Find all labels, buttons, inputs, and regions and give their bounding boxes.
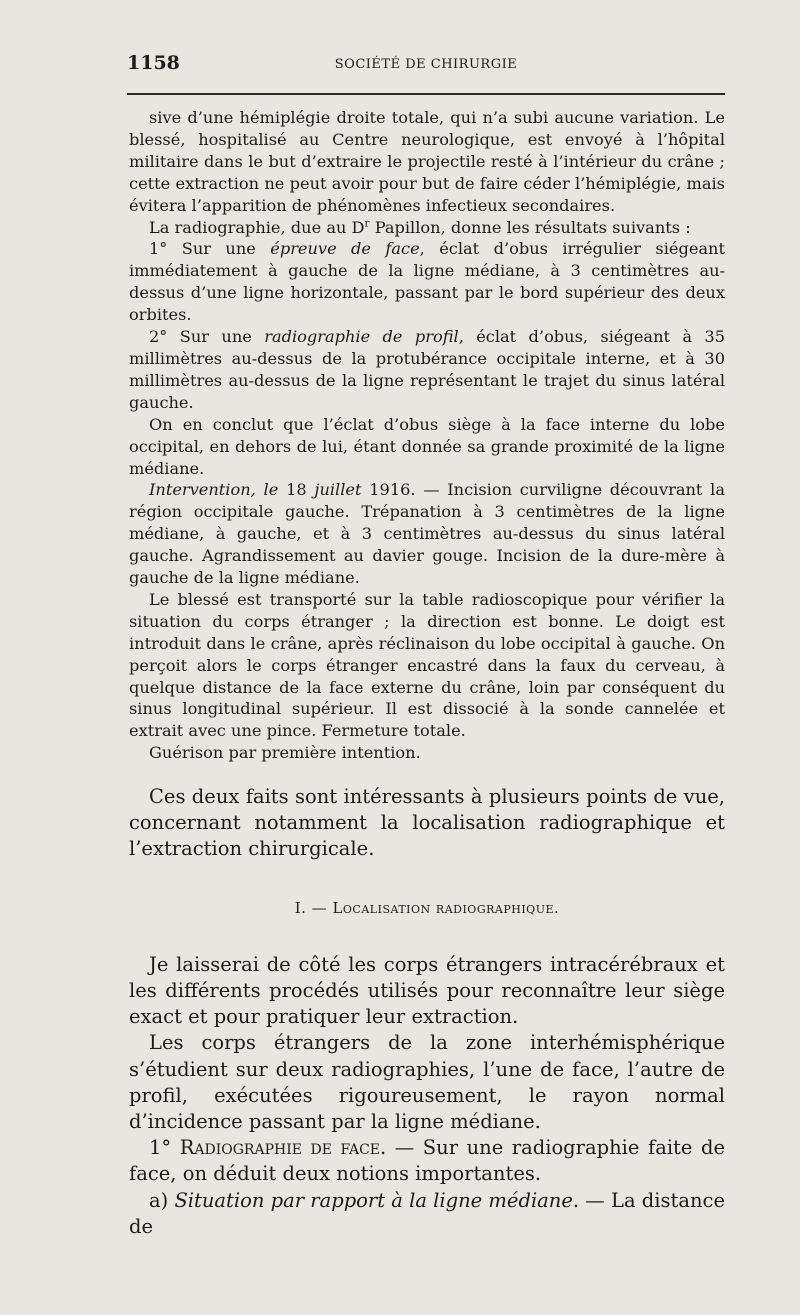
paragraph: 2° Sur une radiographie de profil, éclat d’obus, siégeant à 35 millimètres au-dessus de la protubérance occipitale interne, et à 30 millimètres au-dessus de la ligne représentant le trajet du sinus latéral gauche. (129, 327, 726, 412)
paragraph: 1° Radiographie de face. — Sur une radiographie faite de face, on déduit deux notions importantes. (129, 1136, 725, 1186)
paragraph: On en conclut que l’éclat d’obus siège à la face interne du lobe occipital, en dehors de lui, étant donnée sa grande proximité de la ligne médiane. (129, 414, 725, 478)
paragraph: 1° Sur une épreuve de face, éclat d’obus irrégulier siégeant immédiatement à gauche de la ligne médiane, à 3 centimètres au-dessus d’une ligne horizontale, passant par le bord supérieur des deux orbites. (129, 239, 725, 325)
paragraph: Intervention, le 18 juillet 1916. — Incision curviligne découvrant la région occipitale gauche. Trépanation à 3 centimètres de la ligne médiane, à gauche, et à 3 centimètres au-dessus du sinus latéral gauche. Agrandissement au davier gouge. Incision de la dure-mère à gauche de la ligne médiane. (129, 480, 725, 588)
discussion-text (129, 784, 725, 1240)
paragraph: Le blessé est transporté sur la table radioscopique pour vérifier la situation du corps étranger ; la direction est bonne. Le doigt est introduit dans le crâne, après réclinaison du lobe occipital à gauche. On perçoit alors le corps étranger encastré dans la faux du cerveau, à quelque distance de la face externe du crâne, loin par conséquent du sinus longitudinal supérieur. Il est dissocié à la sonde cannelée et extrait avec une pince. Fermeture totale. (129, 589, 725, 741)
paragraph: La radiographie, due au $D^r$ Papillon, donne les résultats suivants : (149, 217, 691, 237)
paragraph: sive d’une hémiplégie droite totale, qui n’a subi aucune variation. Le blessé, hospitalisé au Centre neurologique, est envoyé à l’hôpital militaire dans le but d’extraire le projectile resté à l’intérieur du crâne ; cette extraction ne peut avoir pour but de faire céder l’hémiplégie, mais évitera l’apparition de phénomènes infectieux secondaires. (129, 108, 725, 215)
paragraph: Je laisserai de côté les corps étrangers intracérébraux et les différents procédés utilisés pour reconnaître leur siège exact et pour pratiquer leur extraction. (129, 952, 725, 1029)
header-rule (127, 93, 725, 95)
paragraph: Ces deux faits sont intéressants à plusieurs points de vue, concernant notamment la localisation radiographique et l’extraction chirurgicale. (129, 785, 725, 861)
section-title: I. — Localisation radiographique. (294, 898, 560, 917)
case-report-text (129, 107, 725, 764)
paragraph: a) Situation par rapport à la ligne médiane. — La distance de (129, 1188, 725, 1238)
running-head: SOCIÉTÉ DE CHIRURGIE (334, 57, 518, 72)
page-header (127, 52, 725, 82)
paragraph: Les corps étrangers de la zone interhémisphérique s’étudient sur deux radiographies, l’une de face, l’autre de profil, exécutées rigoureusement, le rayon normal d’incidence passant par la ligne médiane. (129, 1031, 725, 1134)
page-number: 1158 (127, 52, 180, 74)
paragraph: Guérison par première intention. (149, 743, 421, 763)
